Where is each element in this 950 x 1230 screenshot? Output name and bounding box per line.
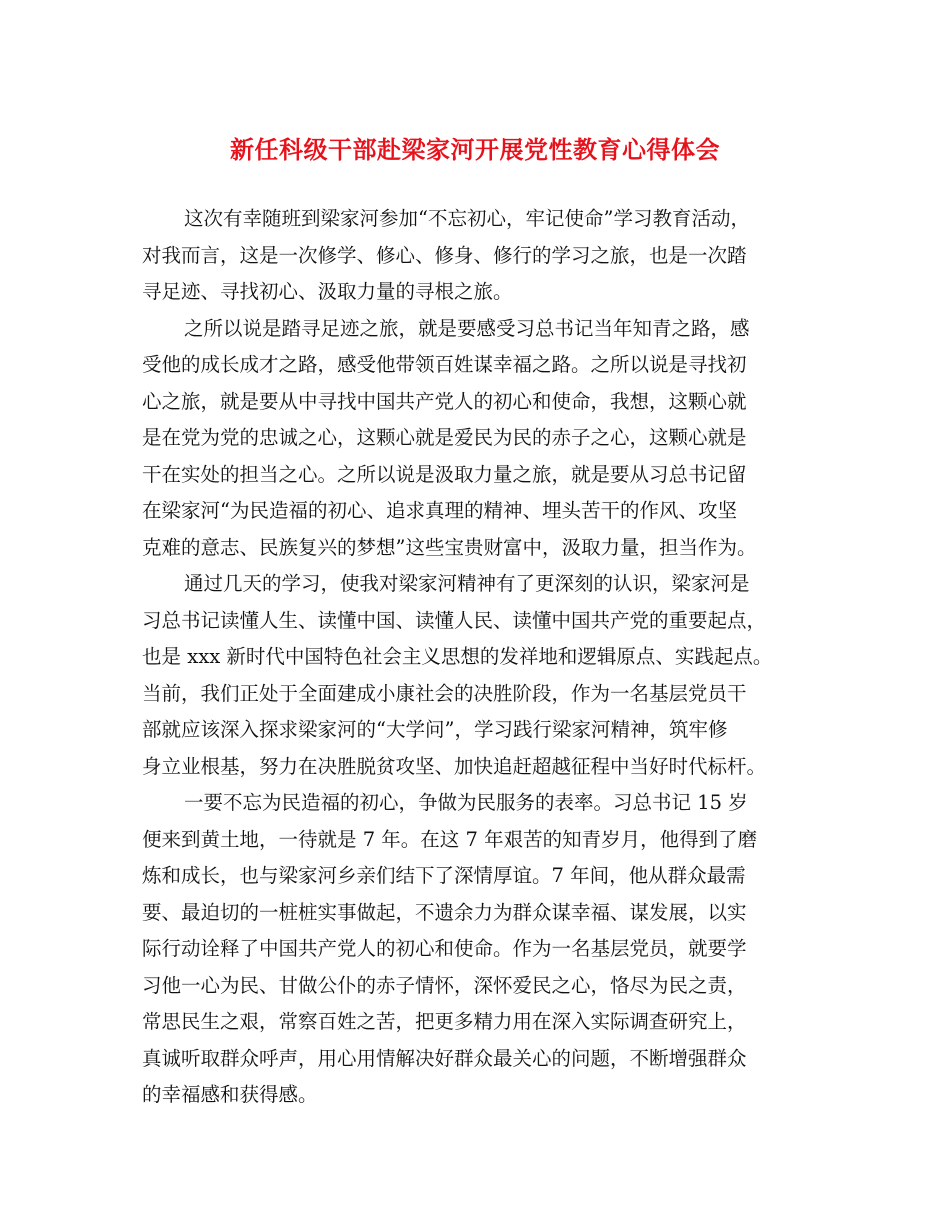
text-line: 当前，我们正处于全面建成小康社会的决胜阶段，作为一名基层党员干 — [142, 681, 747, 705]
text-line: 也是 xxx 新时代中国特色社会主义思想的发祥地和逻辑原点、实践起点。 — [142, 645, 773, 668]
text-line: 之所以说是踏寻足迹之旅，就是要感受习总书记当年知青之路，感 — [184, 316, 750, 340]
text-line: 真诚听取群众呼声，用心用情解决好群众最关心的问题，不断增强群众 — [142, 1046, 747, 1070]
text-line: 习总书记读懂人生、读懂中国、读懂人民、读懂中国共产党的重要起点， — [142, 608, 767, 632]
text-line: 际行动诠释了中国共产党人的初心和使命。作为一名基层党员，就要学 — [142, 937, 747, 960]
document-body — [142, 201, 832, 1114]
text-line: 心之旅，就是要从中寻找中国共产党人的初心和使命，我想，这颗心就 — [142, 389, 747, 413]
document-title: 新任科级干部赴梁家河开展党性教育心得体会 — [230, 135, 720, 164]
text-line: 要、最迫切的一桩桩实事做起，不遗余力为群众谋幸福、谋发展，以实 — [142, 900, 747, 924]
text-line: 对我而言，这是一次修学、修心、修身、修行的学习之旅，也是一次踏 — [142, 243, 747, 267]
text-line: 一要不忘为民造福的初心，争做为民服务的表率。习总书记 15 岁 — [184, 791, 748, 814]
text-line: 通过几天的学习，使我对梁家河精神有了更深刻的认识，梁家河是 — [184, 572, 750, 595]
text-line: 寻足迹、寻找初心、汲取力量的寻根之旅。 — [142, 280, 513, 303]
text-line: 是在党为党的忠诚之心，这颗心就是爱民为民的赤子之心，这颗心就是 — [142, 426, 747, 449]
text-line: 常思民生之艰，常察百姓之苦，把更多精力用在深入实际调查研究上， — [142, 1010, 747, 1033]
paragraph — [142, 201, 832, 311]
text-line: 炼和成长，也与梁家河乡亲们结下了深情厚谊。7 年间，他从群众最需 — [142, 864, 746, 887]
text-line: 的幸福感和获得感。 — [142, 1083, 318, 1106]
text-line: 部就应该深入探求梁家河的“大学问”，学习践行梁家河精神，筑牢修 — [142, 718, 728, 741]
text-line: 克难的意志、民族复兴的梦想”这些宝贵财富中，汲取力量，担当作为。 — [142, 535, 757, 559]
paragraph — [142, 566, 832, 785]
paragraph — [142, 311, 832, 567]
text-line: 习他一心为民、甘做公仆的赤子情怀，深怀爱民之心，恪尽为民之责， — [142, 973, 747, 997]
paragraph — [142, 785, 832, 1114]
text-line: 受他的成长成才之路，感受他带领百姓谋幸福之路。之所以说是寻找初 — [142, 353, 747, 376]
text-line: 这次有幸随班到梁家河参加“不忘初心，牢记使命”学习教育活动， — [184, 207, 750, 230]
text-line: 便来到黄土地，一待就是 7 年。在这 7 年艰苦的知青岁月，他得到了磨 — [142, 827, 758, 851]
text-line: 身立业根基，努力在决胜脱贫攻坚、加快追赶超越征程中当好时代标杆。 — [142, 754, 767, 778]
text-line: 在梁家河“为民造福的初心、追求真理的精神、埋头苦干的作风、攻坚 — [142, 499, 737, 522]
text-line: 干在实处的担当之心。之所以说是汲取力量之旅，就是要从习总书记留 — [142, 462, 747, 486]
